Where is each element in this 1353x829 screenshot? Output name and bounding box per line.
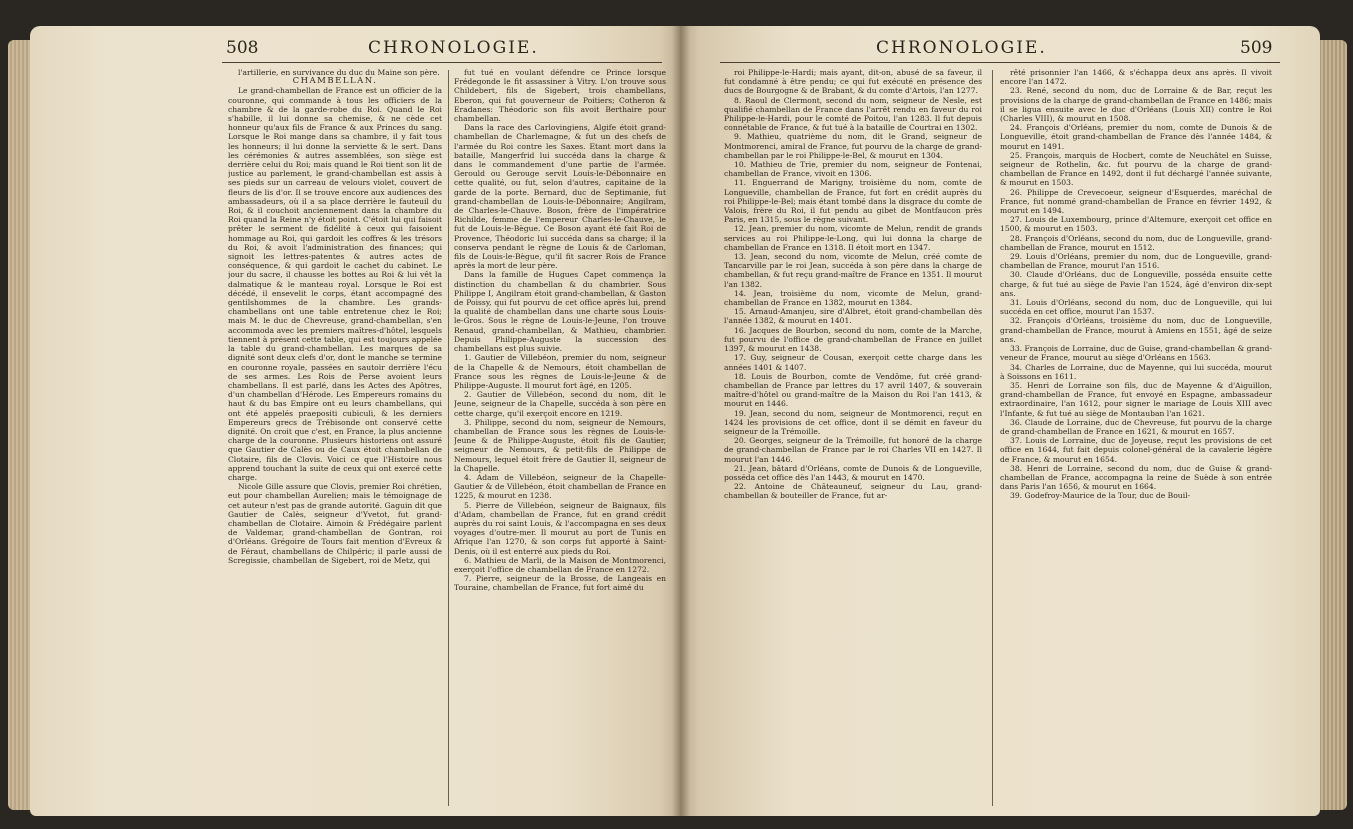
paragraph: 18. Louis de Bourbon, comte de Vendôme, fut créé grand-chambellan de France par lettres du 17 avril 1407, & souverain maître-d'hôtel ou grand-maître de la Maison du Roi l'an 1413, & mourut en 1446. <box>724 371 982 409</box>
paragraph: roi Philippe-le-Hardi; mais ayant, dit-on, abusé de sa faveur, il fut condamné à être pendu; ce qui fut exécuté en présence des ducs de Bourgogne & de Brabant, & du comte d'Artois, l'an 1277. <box>724 68 982 96</box>
paragraph: 26. Philippe de Crevecoeur, seigneur d'Esquerdes, maréchal de France, fut nommé grand-chambellan de France en février 1492, & mourut en 1494. <box>1000 187 1272 216</box>
right-page-number: 509 <box>1240 38 1273 58</box>
paragraph: 20. Georges, seigneur de la Trémoille, fut honoré de la charge de grand-chambellan de France par le roi Charles VII en 1427. Il mourut l'an 1446. <box>724 436 982 464</box>
paragraph: 32. François d'Orléans, troisième du nom, duc de Longueville, grand-chambellan de France, mourut à Amiens en 1551, âgé de seize ans. <box>1000 316 1272 344</box>
paragraph: 3. Philippe, second du nom, seigneur de Nemours, chambellan de France sous les règnes de Louis-le-Jeune & de Philippe-Auguste, étoit fils de Gautier, seigneur de Nemours, & petit-fils de Philippe de Nemours, lequel étoit frère de Gautier II, seigneur de la Chapelle. <box>454 417 666 473</box>
paragraph: 22. Antoine de Châteauneuf, seigneur du Lau, grand-chambellan & bouteiller de France, fut ar- <box>724 482 982 501</box>
paragraph: 24. François d'Orléans, premier du nom, comte de Dunois & de Longueville, étoit grand-chambellan de France dès l'année 1484, & mourut en 1491. <box>1000 123 1272 151</box>
paragraph: Dans la famille de Hugues Capet commença la distinction du chambellan & du chambrier. Sous Philippe I, Angilram étoit grand-chambellan, & Gaston de Poissy, qui fut pourvu de cet office après lui, prend la qualité de chambellan dans une charte sous Louis-le-Gros. Sous le règne de Louis-le-Jeune, l'on trouve Renaud, grand-chambellan, & Mathieu, chambrier. Depuis Philippe-Auguste la succession des chambellans est plus suivie. <box>454 270 666 354</box>
section-heading: CHAMBELLAN. <box>292 76 378 87</box>
paragraph: fut tué en voulant défendre ce Prince lorsque Frédegonde le fit assassiner à Vitry. L'on trouve sous Childebert, fils de Sigebert, trois chambellans, Eberon, qui fut gouverneur de Poitiers; Cotheron & Eradanes: Théodoric son fils avoit Berthaire pour chambellan. <box>454 68 666 124</box>
paragraph: 4. Adam de Villebéon, seigneur de la Chapelle-Gautier & de Villebéon, étoit chambellan de France en 1225, & mourut en 1238. <box>454 472 666 501</box>
left-page-number: 508 <box>226 38 259 58</box>
paragraph: 16. Jacques de Bourbon, second du nom, comte de la Marche, fut pourvu de l'office de grand-chambellan de France en juillet 1397, & mourut en 1438. <box>724 325 982 354</box>
paragraph: 21. Jean, bâtard d'Orléans, comte de Dunois & de Longueville, posséda cet office dès l'an 1443, & mourut en 1470. <box>724 463 982 482</box>
paragraph: 37. Louis de Lorraine, duc de Joyeuse, reçut les provisions de cet office en 1644, fut fait depuis colonel-général de la cavalerie légère de France, & mourut en 1654. <box>1000 436 1272 464</box>
paragraph: 39. Godefroy-Maurice de la Tour, duc de Bouil- <box>1010 491 1191 501</box>
paragraph: 15. Arnaud-Amanjeu, sire d'Albret, étoit grand-chambellan dès l'année 1382, & mourut en 1401. <box>724 307 982 326</box>
paragraph: Nicole Gille assure que Clovis, premier Roi chrétien, eut pour chambellan Aurelien; mais le témoignage de cet auteur n'est pas de grande autorité. Gaguin dit que Gautier de Calès, seigneur d'Yvetot, fut grand-chambellan de Clotaire. Aimoin & Frédégaire parlent de Valdemar, grand-chambellan de Gontran, roi d'Orléans. Grégoire de Tours fait mention d'Evreux & de Féraut, chambellans de Chilpéric; il parle aussi de Scregissie, chambellan de Sigebert, roi de Metz, qui <box>228 482 442 565</box>
paragraph: 10. Mathieu de Trie, premier du nom, seigneur de Fontenai, chambellan de France, vivoit en 1306. <box>724 160 982 179</box>
right-column-1 <box>724 68 982 808</box>
paragraph: 6. Mathieu de Marli, de la Maison de Montmorenci, exerçoit l'office de chambellan de France en 1272. <box>454 555 666 574</box>
paragraph: 36. Claude de Lorraine, duc de Chevreuse, fut pourvu de la charge de grand-chambellan de France en 1621, & mourut en 1657. <box>1000 417 1272 436</box>
paragraph: 30. Claude d'Orléans, duc de Longueville, posséda ensuite cette charge, & fut tué au siège de Pavie l'an 1524, âgé d'environ dix-sept ans. <box>1000 270 1272 298</box>
page-edges-right <box>1317 40 1347 810</box>
left-column-1 <box>228 68 442 808</box>
paragraph: 17. Guy, seigneur de Cousan, exerçoit cette charge dans les années 1401 & 1407. <box>724 353 982 372</box>
right-column-divider <box>992 70 993 806</box>
paragraph: l'artillerie, en survivance du duc du Maine son père. <box>238 68 440 77</box>
paragraph: 12. Jean, premier du nom, vicomte de Melun, rendit de grands services au roi Philippe-le-Long, qui lui donna la charge de chambellan de France en 1318. Il étoit mort en 1347. <box>724 224 982 252</box>
left-page <box>30 26 680 816</box>
left-running-head: CHRONOLOGIE. <box>368 38 539 58</box>
right-header-rule <box>720 62 1280 63</box>
paragraph: 19. Jean, second du nom, seigneur de Montmorenci, reçut en 1424 les provisions de cet office, dont il se démit en faveur du seigneur de la Trémoille. <box>724 408 982 436</box>
paragraph: 14. Jean, troisième du nom, vicomte de Melun, grand-chambellan de France en 1382, mourut en 1384. <box>724 288 982 308</box>
paragraph: rêté prisonnier l'an 1466, & s'échappa deux ans après. Il vivoit encore l'an 1472. <box>1000 68 1272 87</box>
paragraph: 27. Louis de Luxembourg, prince d'Altemure, exerçoit cet office en 1500, & mourut en 1503. <box>1000 215 1272 234</box>
paragraph: 8. Raoul de Clermont, second du nom, seigneur de Nesle, est qualifié chambellan de France dans l'arrêt rendu en faveur du roi Philippe-le-Hardi, pour le comté de Poitou, l'an 1283. Il fut depuis connétable de France, & fut tué à la bataille de Courtrai en 1302. <box>724 95 982 133</box>
paragraph: 5. Pierre de Villebéon, seigneur de Baignaux, fils d'Adam, chambellan de France, fut en grand crédit auprès du roi saint Louis, & l'accompagna en ses deux voyages d'outre-mer. Il mourut au port de Tunis en Afrique l'an 1270, & son corps fut apporté à Saint-Denis, où il est enterré aux pieds du Roi. <box>454 500 666 556</box>
left-column-divider <box>448 70 449 806</box>
paragraph: 25. François, marquis de Hocbert, comte de Neuchâtel en Suisse, seigneur de Rothelin, &c. fut pourvu de la charge de grand-chambellan de France en 1492, dont il fut déchargé l'année suivante, & mourut en 1503. <box>1000 150 1272 188</box>
paragraph: 13. Jean, second du nom, vicomte de Melun, créé comte de Tancarville par le roi Jean, succéda à son père dans la charge de chambellan, & fut reçu grand-maître de France en 1351. Il mourut l'an 1382. <box>724 252 982 289</box>
paragraph: 1. Gautier de Villebéon, premier du nom, seigneur de la Chapelle & de Nemours, étoit chambellan de France sous les règnes de Louis-le-Jeune & de Philippe-Auguste. Il mourut fort âgé, en 1205. <box>454 353 666 390</box>
right-running-head: CHRONOLOGIE. <box>876 38 1047 58</box>
paragraph: Dans la race des Carlovingiens, Algife étoit grand-chambellan de Charlemagne, & fut un des chefs de l'armée du Roi contre les Saxes. Etant mort dans la bataille, Mangerfrid lui succéda dans la charge & dans le commandement d'une partie de l'armée. Gerould ou Gerouge servit Louis-le-Débonnaire en cette qualité, ou fut, selon d'autres, capitaine de la garde de la porte. Bernard, duc de Septimanie, fut grand-chambellan de Louis-le-Débonnaire; Angilram, de Charles-le-Chauve. Boson, frère de l'impératrice Richilde, femme de l'empereur Charles-le-Chauve, le fut de Louis-le-Bègue. Ce Boson ayant été fait Roi de Provence, Théodoric lui succéda dans sa charge; il la conserva pendant le règne de Louis & de Carloman, fils de Louis-le-Bègue, qu'il fit sacrer Rois de France après la mort de leur père. <box>454 123 666 271</box>
paragraph: 23. René, second du nom, duc de Lorraine & de Bar, reçut les provisions de la charge de grand-chambellan de France en 1486; mais il se ligua ensuite avec le duc d'Orléans (Louis XII) contre le Roi (Charles VIII), & mourut en 1508. <box>1000 86 1272 124</box>
paragraph: 31. Louis d'Orléans, second du nom, duc de Longueville, qui lui succéda en cet office, mourut l'an 1537. <box>1000 298 1272 317</box>
paragraph: Le grand-chambellan de France est un officier de la couronne, qui commande à tous les officiers de la chambre & de la garde-robe du Roi. Quand le Roi s'habille, il lui donne sa chemise, & ne cède cet honneur qu'aux fils de France & aux Princes du sang. Lorsque le Roi mange dans sa chambre, il y fait tous les honneurs; il lui donne la serviette & le sert. Dans les cérémonies & autres assemblées, son siège est derrière celui du Roi; mais quand le Roi tient son lit de justice au parlement, le grand-chambellan est assis à ses pieds sur un carreau de velours violet, couvert de fleurs de lis d'or. Il se trouve encore aux audiences des ambassadeurs, où il a sa place derrière le fauteuil du Roi, & il couchoit anciennement dans la chambre du Roi quand la Reine n'y étoit point. C'étoit lui qui faisoit prêter le serment de fidélité à ceux qui faisoient hommage au Roi, qui gardoit les coffres & les trésors du Roi, & avoit l'administration des finances; qui signoit les lettres-patentes & autres actes de conséquence, & qui gardoit le cachet du cabinet. Le jour du sacre, il chausse les bottes au Roi & lui vêt la dalmatique & le manteau royal. Lorsque le Roi est décédé, il ensevelit le corps, étant accompagné des gentilshommes de la chambre. Les grands-chambellans ont une table entretenue chez le Roi; mais M. le duc de Chevreuse, grand-chambellan, s'en accommoda avec les premiers maîtres-d'hôtel, lesquels tiennent à présent cette table, qui est toujours appelée la table du grand-chambellan. Les marques de sa dignité sont deux clefs d'or, dont le manche se termine en couronne royale, passées en sautoir derrière l'écu de ses armes. Les Rois de Perse avoient leurs chambellans. Il est parlé, dans les Actes des Apôtres, d'un chambellan d'Hérode. Les Empereurs romains du haut & du bas Empire ont eu leurs chambellans, qui ont été appelés praepositi cubiculi, & les derniers Empereurs grecs de Trébisonde ont conservé cette dignité. On croit que c'est, en France, la plus ancienne charge de la couronne. Plusieurs historiens ont assuré que Gautier de Calès ou de Caux étoit chambellan de Clotaire, fils de Clovis. Voici ce que l'Histoire nous apprend touchant la suite de ceux qui ont exercé cette charge. <box>228 86 442 482</box>
paragraph: 7. Pierre, seigneur de la Brosse, de Langeais en Touraine, chambellan de France, fut fort aimé du <box>454 574 666 593</box>
paragraph: 33. François de Lorraine, duc de Guise, grand-chambellan & grand-veneur de France, mourut au siège d'Orléans en 1563. <box>1000 344 1272 363</box>
paragraph: 34. Charles de Lorraine, duc de Mayenne, qui lui succéda, mourut à Soissons en 1611. <box>1000 362 1272 381</box>
paragraph: 2. Gautier de Villebéon, second du nom, dit le Jeune, seigneur de la Chapelle, succéda à son père en cette charge, qu'il exerçoit encore en 1219. <box>454 390 666 418</box>
left-column-2 <box>454 68 666 808</box>
paragraph: 11. Enguerrand de Marigny, troisième du nom, comte de Longueville, chambellan de France, fut fort en crédit auprès du roi Philippe-le-Bel; mais étant tombé dans la disgrace du comte de Valois, frère du Roi, il fut pendu au gibet de Montfaucon près Paris, en 1315, sous le règne suivant. <box>724 178 982 225</box>
paragraph: 29. Louis d'Orléans, premier du nom, duc de Longueville, grand-chambellan de France, mourut l'an 1516. <box>1000 252 1272 271</box>
right-page <box>680 26 1320 816</box>
right-column-2 <box>1000 68 1272 808</box>
paragraph: 9. Mathieu, quatrième du nom, dit le Grand, seigneur de Montmorenci, amiral de France, fut pourvu de la charge de grand-chambellan par le roi Philippe-le-Bel, & mourut en 1304. <box>724 132 982 160</box>
book-gutter <box>672 26 690 816</box>
paragraph: 35. Henri de Lorraine son fils, duc de Mayenne & d'Aiguillon, grand-chambellan de France, fut envoyé en Espagne, ambassadeur extraordinaire, l'an 1612, pour signer le mariage de Louis XIII avec l'Infante, & fut tué au siège de Montauban l'an 1621. <box>1000 380 1272 418</box>
paragraph: 28. François d'Orléans, second du nom, duc de Longueville, grand-chambellan de France, mourut en 1512. <box>1000 233 1272 252</box>
left-header-rule <box>222 62 662 63</box>
paragraph: 38. Henri de Lorraine, second du nom, duc de Guise & grand-chambellan de France, accompagna la reine de Suède à son entrée dans Paris l'an 1656, & mourut en 1664. <box>1000 463 1272 492</box>
